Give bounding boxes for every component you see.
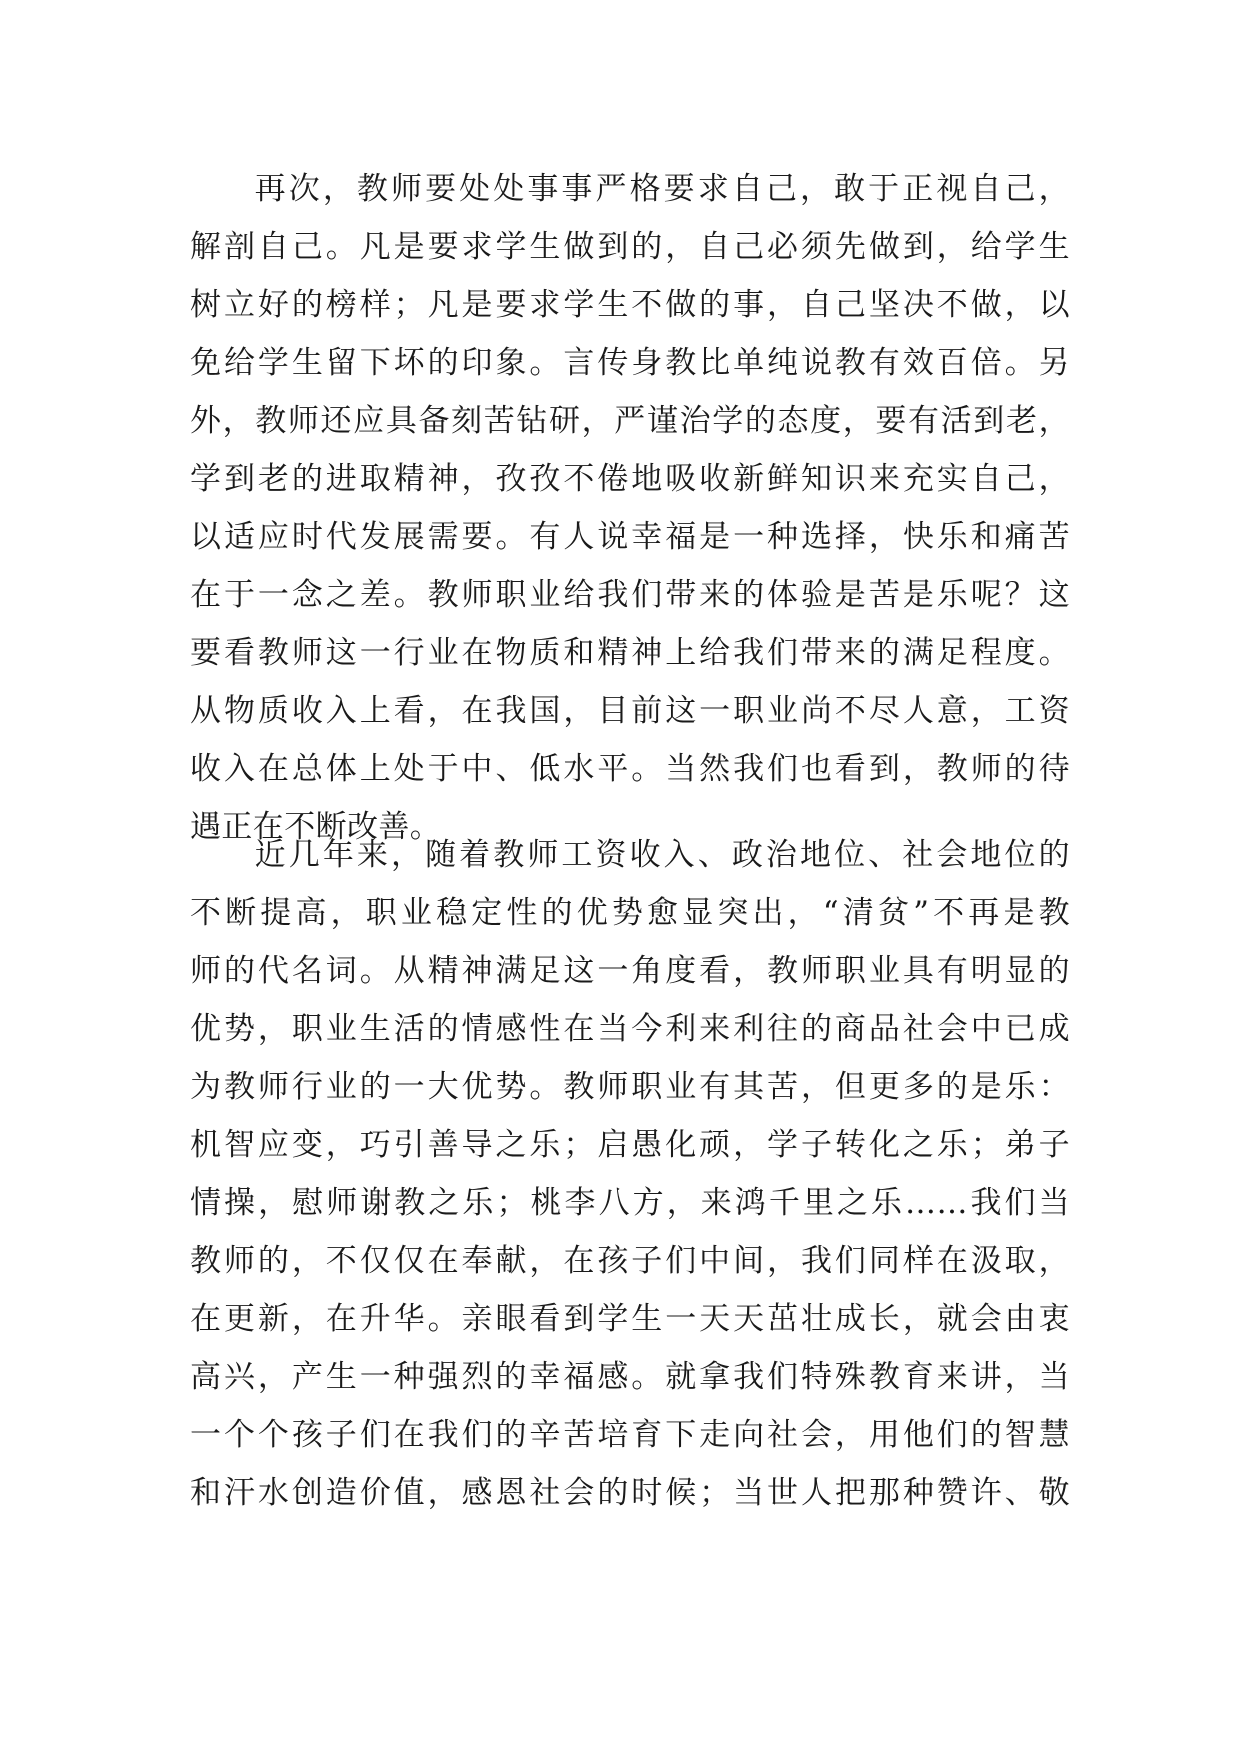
paragraph-2 <box>190 826 1070 1522</box>
text-line: 树立好的榜样；凡是要求学生不做的事，自己坚决不做，以 <box>190 287 1070 323</box>
text-line: 高兴，产生一种强烈的幸福感。就拿我们特殊教育来讲，当 <box>190 1359 1070 1395</box>
text-line: 外，教师还应具备刻苦钻研，严谨治学的态度，要有活到老， <box>190 403 1070 439</box>
text-line: 要看教师这一行业在物质和精神上给我们带来的满足程度。 <box>190 635 1070 671</box>
text-line: 情操，慰师谢教之乐；桃李八方，来鸿千里之乐……我们当 <box>190 1185 1070 1221</box>
text-line: 再次，教师要处处事事严格要求自己，敢于正视自己， <box>252 171 1070 207</box>
text-line: 师的代名词。从精神满足这一角度看，教师职业具有明显的 <box>190 953 1070 989</box>
text-line: 近几年来，随着教师工资收入、政治地位、社会地位的 <box>252 837 1070 873</box>
text-line: 从物质收入上看，在我国，目前这一职业尚不尽人意，工资 <box>190 693 1070 729</box>
text-line: 和汗水创造价值，感恩社会的时候；当世人把那种赞许、敬 <box>190 1475 1070 1511</box>
text-line: 优势，职业生活的情感性在当今利来利往的商品社会中已成 <box>190 1011 1070 1047</box>
text-line: 遇正在不断改善。 <box>190 809 442 845</box>
text-line: 学到老的进取精神，孜孜不倦地吸收新鲜知识来充实自己， <box>190 461 1070 497</box>
text-line: 解剖自己。凡是要求学生做到的，自己必须先做到，给学生 <box>190 229 1070 265</box>
text-line: 机智应变，巧引善导之乐；启愚化顽，学子转化之乐；弟子 <box>190 1127 1070 1163</box>
text-line: 免给学生留下坏的印象。言传身教比单纯说教有效百倍。另 <box>190 345 1070 381</box>
paragraph-1 <box>190 160 1070 856</box>
text-line: 收入在总体上处于中、低水平。当然我们也看到，教师的待 <box>190 751 1070 787</box>
text-line: 不断提高，职业稳定性的优势愈显突出，“清贫”不再是教 <box>190 895 1070 931</box>
text-line: 教师的，不仅仅在奉献，在孩子们中间，我们同样在汲取， <box>190 1243 1070 1279</box>
text-line: 以适应时代发展需要。有人说幸福是一种选择，快乐和痛苦 <box>190 519 1070 555</box>
text-line: 在于一念之差。教师职业给我们带来的体验是苦是乐呢？这 <box>190 577 1070 613</box>
text-line: 在更新，在升华。亲眼看到学生一天天茁壮成长，就会由衷 <box>190 1301 1070 1337</box>
text-line: 一个个孩子们在我们的辛苦培育下走向社会，用他们的智慧 <box>190 1417 1070 1453</box>
text-line: 为教师行业的一大优势。教师职业有其苦，但更多的是乐： <box>190 1069 1070 1105</box>
